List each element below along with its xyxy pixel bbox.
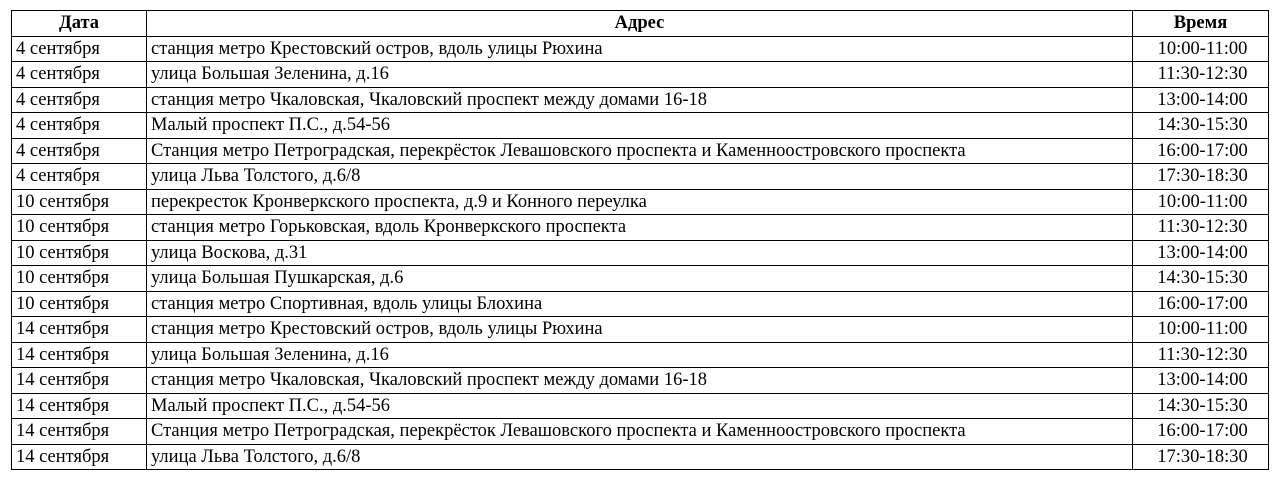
table-row — [12, 240, 1269, 266]
cell-address: станция метро Крестовский остров, вдоль улицы Рюхина — [147, 317, 1133, 343]
cell-address: Малый проспект П.С., д.54-56 — [147, 393, 1133, 419]
table-row — [12, 266, 1269, 292]
cell-address: Станция метро Петроградская, перекрёсток Левашовского проспекта и Каменноостровского проспекта — [147, 419, 1133, 445]
cell-date: 10 сентября — [12, 240, 147, 266]
table-row — [12, 393, 1269, 419]
cell-date: 14 сентября — [12, 368, 147, 394]
cell-time: 13:00-14:00 — [1133, 368, 1269, 394]
cell-date: 14 сентября — [12, 342, 147, 368]
cell-address: улица Воскова, д.31 — [147, 240, 1133, 266]
cell-address: перекресток Кронверкского проспекта, д.9 и Конного переулка — [147, 189, 1133, 215]
cell-time: 10:00-11:00 — [1133, 36, 1269, 62]
cell-address: улица Большая Зеленина, д.16 — [147, 62, 1133, 88]
cell-time: 10:00-11:00 — [1133, 189, 1269, 215]
cell-address: станция метро Чкаловская, Чкаловский проспект между домами 16-18 — [147, 87, 1133, 113]
cell-address: станция метро Спортивная, вдоль улицы Блохина — [147, 291, 1133, 317]
table-row — [12, 164, 1269, 190]
schedule-table — [11, 10, 1269, 470]
cell-date: 10 сентября — [12, 291, 147, 317]
cell-time: 11:30-12:30 — [1133, 215, 1269, 241]
cell-address: Малый проспект П.С., д.54-56 — [147, 113, 1133, 139]
cell-time: 11:30-12:30 — [1133, 342, 1269, 368]
table-row — [12, 419, 1269, 445]
schedule-container — [11, 10, 1269, 470]
table-row — [12, 317, 1269, 343]
table-row — [12, 342, 1269, 368]
cell-time: 16:00-17:00 — [1133, 419, 1269, 445]
cell-date: 14 сентября — [12, 444, 147, 470]
cell-date: 4 сентября — [12, 138, 147, 164]
cell-date: 10 сентября — [12, 189, 147, 215]
table-row — [12, 189, 1269, 215]
cell-address: станция метро Чкаловская, Чкаловский проспект между домами 16-18 — [147, 368, 1133, 394]
cell-date: 4 сентября — [12, 113, 147, 139]
table-row — [12, 215, 1269, 241]
table-row — [12, 444, 1269, 470]
cell-time: 14:30-15:30 — [1133, 266, 1269, 292]
cell-address: станция метро Горьковская, вдоль Кронверкского проспекта — [147, 215, 1133, 241]
cell-date: 14 сентября — [12, 393, 147, 419]
cell-date: 10 сентября — [12, 215, 147, 241]
header-address: Адрес — [147, 11, 1133, 37]
cell-time: 14:30-15:30 — [1133, 113, 1269, 139]
table-row — [12, 87, 1269, 113]
cell-address: станция метро Крестовский остров, вдоль улицы Рюхина — [147, 36, 1133, 62]
cell-time: 16:00-17:00 — [1133, 291, 1269, 317]
cell-address: Станция метро Петроградская, перекрёсток Левашовского проспекта и Каменноостровского проспекта — [147, 138, 1133, 164]
cell-address: улица Большая Зеленина, д.16 — [147, 342, 1133, 368]
cell-date: 4 сентября — [12, 36, 147, 62]
cell-time: 16:00-17:00 — [1133, 138, 1269, 164]
table-row — [12, 368, 1269, 394]
cell-time: 17:30-18:30 — [1133, 444, 1269, 470]
cell-date: 14 сентября — [12, 419, 147, 445]
cell-address: улица Льва Толстого, д.6/8 — [147, 444, 1133, 470]
cell-date: 4 сентября — [12, 87, 147, 113]
header-date: Дата — [12, 11, 147, 37]
table-row — [12, 291, 1269, 317]
cell-time: 17:30-18:30 — [1133, 164, 1269, 190]
cell-date: 4 сентября — [12, 164, 147, 190]
cell-address: улица Льва Толстого, д.6/8 — [147, 164, 1133, 190]
cell-time: 13:00-14:00 — [1133, 87, 1269, 113]
table-row — [12, 113, 1269, 139]
cell-time: 14:30-15:30 — [1133, 393, 1269, 419]
table-row — [12, 138, 1269, 164]
cell-time: 11:30-12:30 — [1133, 62, 1269, 88]
cell-date: 14 сентября — [12, 317, 147, 343]
header-row — [12, 11, 1269, 37]
cell-time: 13:00-14:00 — [1133, 240, 1269, 266]
cell-time: 10:00-11:00 — [1133, 317, 1269, 343]
table-row — [12, 36, 1269, 62]
cell-date: 10 сентября — [12, 266, 147, 292]
table-row — [12, 62, 1269, 88]
header-time: Время — [1133, 11, 1269, 37]
schedule-body — [12, 36, 1269, 470]
cell-address: улица Большая Пушкарская, д.6 — [147, 266, 1133, 292]
cell-date: 4 сентября — [12, 62, 147, 88]
